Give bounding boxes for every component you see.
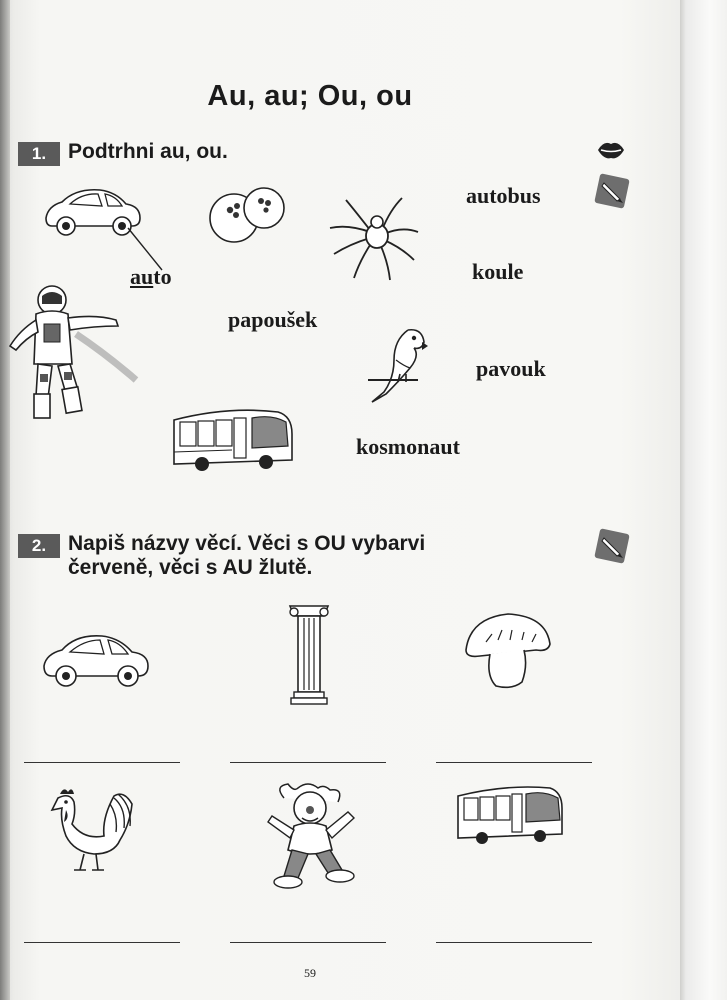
column-picture bbox=[288, 602, 330, 706]
word-pavouk: pavouk bbox=[476, 356, 546, 381]
word-autobus: autobus bbox=[466, 183, 541, 208]
binding-shadow bbox=[0, 0, 10, 1000]
parrot-picture bbox=[364, 320, 430, 404]
task-2-number: 2. bbox=[18, 534, 60, 558]
word-auto-underlined: au bbox=[130, 264, 154, 289]
bus-picture-2 bbox=[452, 782, 566, 848]
answer-line[interactable] bbox=[230, 762, 386, 763]
task-1-instruction: Podtrhni au, ou. bbox=[68, 140, 228, 163]
pencil-icon bbox=[596, 175, 628, 207]
answer-line[interactable] bbox=[230, 942, 386, 943]
task-2-instruction-line-2: červeně, věci s AU žlutě. bbox=[68, 556, 313, 579]
page-number: 59 bbox=[304, 966, 316, 980]
answer-line[interactable] bbox=[436, 942, 592, 943]
word-koule: koule bbox=[472, 259, 524, 284]
word-papousek: papoušek bbox=[228, 307, 318, 332]
mushroom-picture bbox=[462, 610, 554, 690]
task-2-heading bbox=[18, 532, 425, 580]
balls-picture bbox=[206, 184, 286, 246]
clown-picture bbox=[264, 780, 358, 890]
page-title: Au, au; Ou, ou bbox=[207, 80, 413, 112]
word-auto bbox=[130, 264, 172, 290]
word-auto-rest: to bbox=[153, 264, 172, 289]
answer-line[interactable] bbox=[24, 942, 180, 943]
task-1-number: 1. bbox=[18, 142, 60, 166]
task-2-instruction bbox=[68, 532, 425, 580]
spider-picture bbox=[326, 194, 422, 282]
pencil-icon bbox=[596, 530, 628, 562]
car-picture-2 bbox=[40, 630, 152, 688]
mouth-icon bbox=[596, 138, 626, 162]
answer-line[interactable] bbox=[24, 762, 180, 763]
bus-picture bbox=[168, 404, 296, 476]
page-edge bbox=[680, 0, 727, 1000]
rooster-picture bbox=[44, 784, 134, 874]
astronaut-picture bbox=[6, 284, 138, 424]
answer-line[interactable] bbox=[436, 762, 592, 763]
task-1-heading bbox=[18, 140, 228, 166]
word-kosmonaut: kosmonaut bbox=[356, 434, 460, 459]
task-2-instruction-line-1: Napiš názvy věcí. Věci s OU vybarvi bbox=[68, 532, 426, 555]
